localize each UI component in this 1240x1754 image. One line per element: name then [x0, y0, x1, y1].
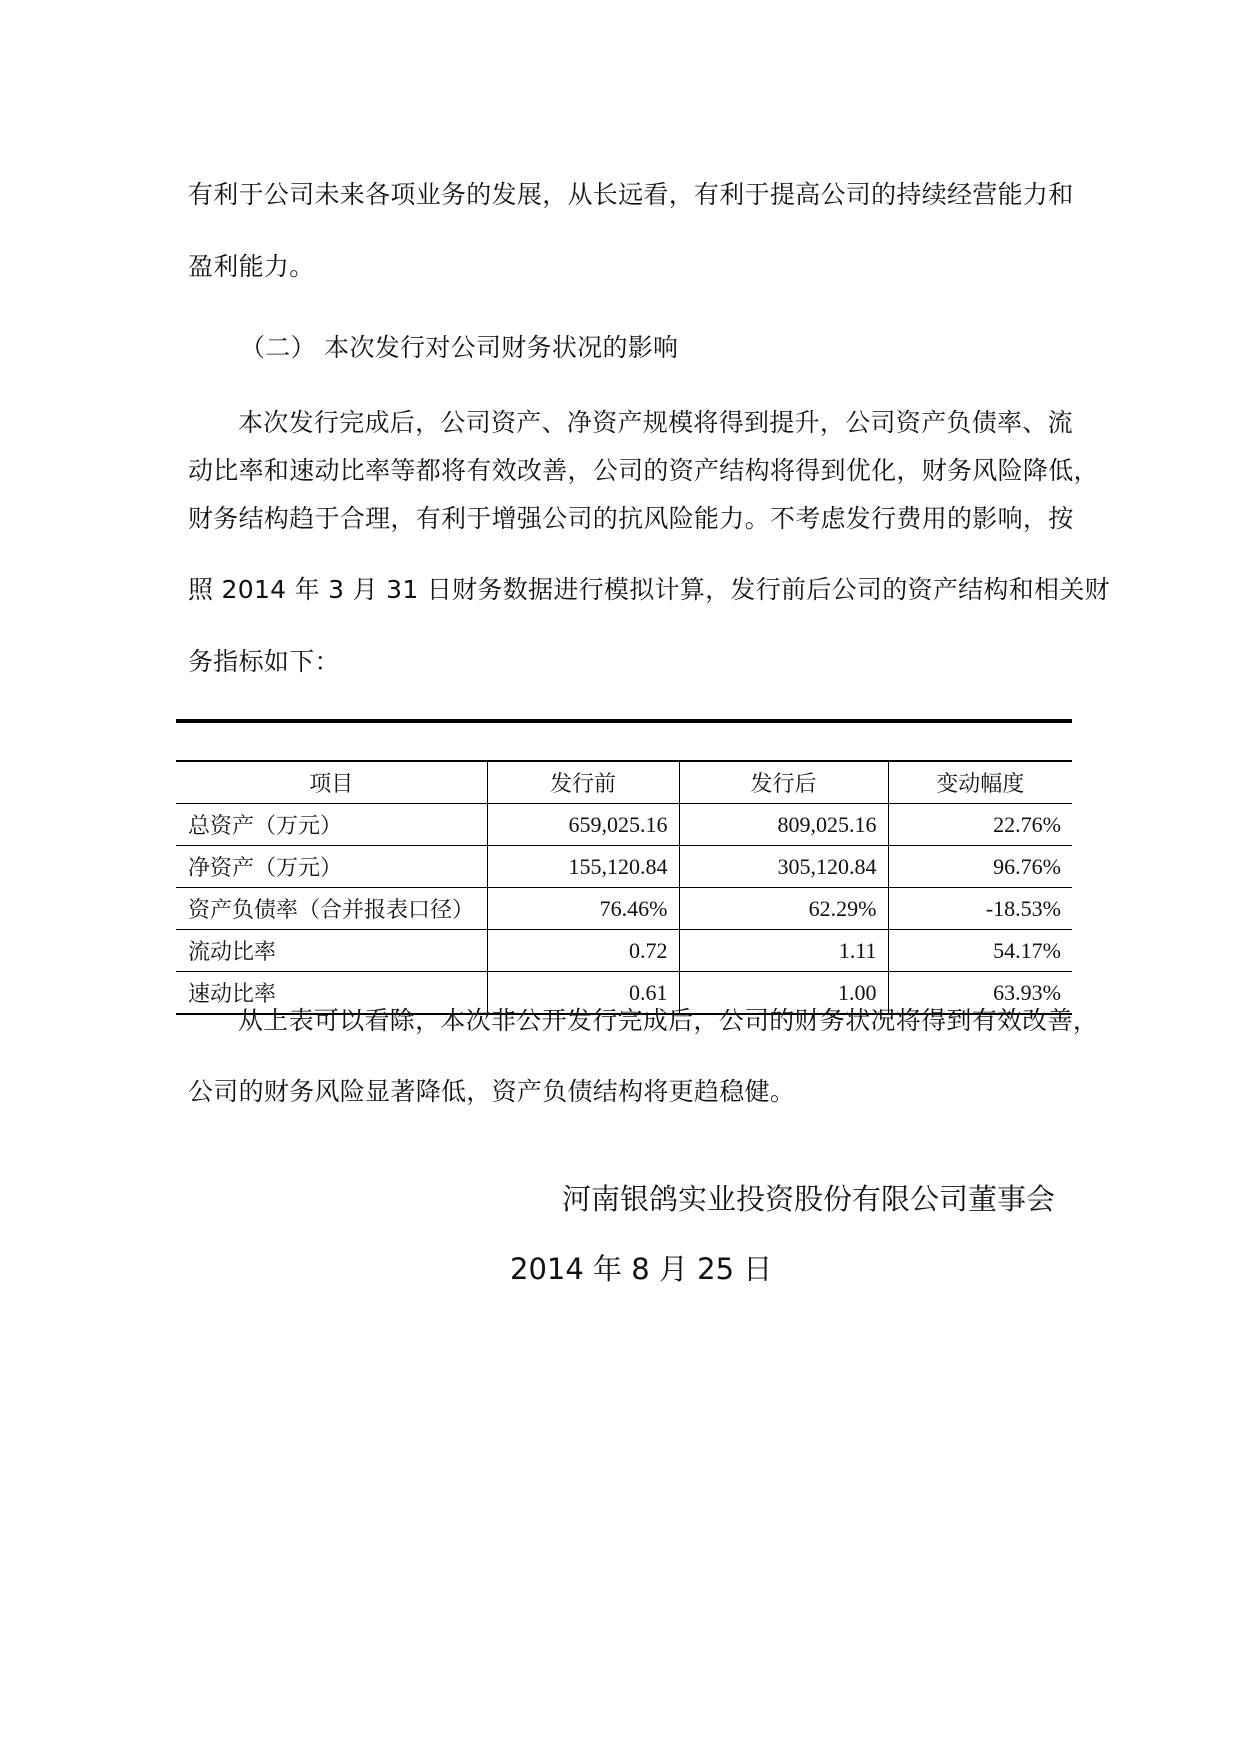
table-row: [176, 888, 1072, 930]
row-label: 净资产（万元）: [176, 846, 487, 888]
row-change: 96.76%: [888, 846, 1072, 888]
header-item: 项目: [176, 761, 487, 804]
row-change: 22.76%: [888, 804, 1072, 846]
row-before: 0.72: [487, 930, 679, 972]
row-before: 155,120.84: [487, 846, 679, 888]
row-before: 0.61: [487, 972, 679, 1015]
section-para-line-3: 财务结构趋于合理，有利于增强公司的抗风险能力。不考虑发行费用的影响，按: [188, 504, 1074, 533]
row-label: 资产负债率（合并报表口径）: [176, 888, 487, 930]
row-before: 659,025.16: [487, 804, 679, 846]
header-after: 发行后: [679, 761, 888, 804]
conclusion-line-2: 公司的财务风险显著降低，资产负债结构将更趋稳健。: [188, 1077, 796, 1106]
section-para-line-4: 照 2014 年 3 月 31 日财务数据进行模拟计算，发行前后公司的资产结构和相关财: [188, 575, 1110, 604]
table-row: [176, 846, 1072, 888]
intro-line-1: 有利于公司未来各项业务的发展，从长远看，有利于提高公司的持续经营能力和: [188, 180, 1074, 209]
row-change: 54.17%: [888, 930, 1072, 972]
intro-line-2: 盈利能力。: [188, 252, 315, 281]
row-after: 1.11: [679, 930, 888, 972]
row-after: 305,120.84: [679, 846, 888, 888]
row-label: 流动比率: [176, 930, 487, 972]
row-after: 62.29%: [679, 888, 888, 930]
row-label: 速动比率: [176, 972, 487, 1015]
table-row: [176, 930, 1072, 972]
row-before: 76.46%: [487, 888, 679, 930]
financial-table: [176, 760, 1072, 1015]
section-heading: （二） 本次发行对公司财务状况的影响: [240, 333, 679, 362]
row-change: -18.53%: [888, 888, 1072, 930]
row-change: 63.93%: [888, 972, 1072, 1015]
signature-company: 河南银鸽实业投资股份有限公司董事会: [562, 1182, 1056, 1216]
section-para-line-1: 本次发行完成后，公司资产、净资产规模将得到提升，公司资产负债率、流: [238, 408, 1073, 437]
row-after: 1.00: [679, 972, 888, 1015]
table-row: [176, 804, 1072, 846]
table-top-rule: [176, 719, 1072, 723]
header-change: 变动幅度: [888, 761, 1072, 804]
row-label: 总资产（万元）: [176, 804, 487, 846]
row-after: 809,025.16: [679, 804, 888, 846]
signature-date: 2014 年 8 月 25 日: [510, 1252, 773, 1286]
header-before: 发行前: [487, 761, 679, 804]
table-header-row: [176, 761, 1072, 804]
conclusion-line-1: 从上表可以看除，本次非公开发行完成后，公司的财务状况将得到有效改善，: [238, 1006, 1099, 1035]
section-para-line-5: 务指标如下：: [188, 647, 340, 676]
section-para-line-2: 动比率和速动比率等都将有效改善，公司的资产结构将得到优化，财务风险降低，: [188, 456, 1099, 485]
